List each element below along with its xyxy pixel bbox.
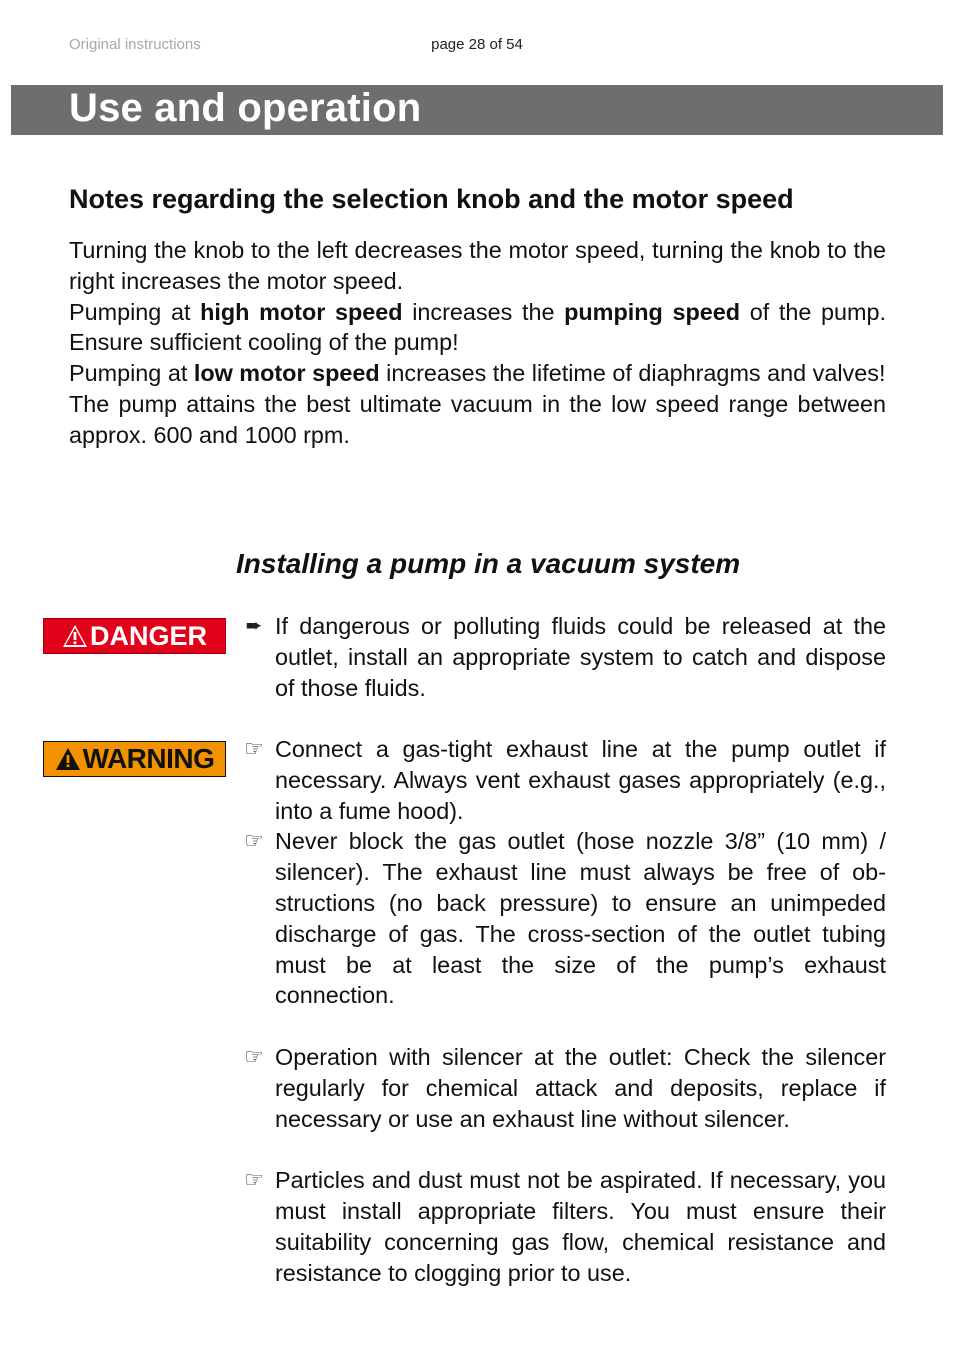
pointing-hand-icon: ☞	[244, 736, 264, 761]
section-heading-installing: Installing a pump in a vacuum system	[236, 548, 741, 579]
warning-label: WARNING	[82, 743, 215, 774]
list-item	[244, 826, 886, 1011]
warning-instruction-list	[244, 734, 886, 1288]
chapter-title: Use and operation	[69, 86, 422, 130]
paragraph-low-speed	[69, 358, 886, 389]
warning-instruction-text: Connect a gas-tight exhaust line at the pump outlet if necessary. Always vent exhaust gases appropriately (e.g., into a fume hood).	[275, 736, 886, 824]
text-run: Pumping at	[69, 360, 194, 387]
paragraph-high-speed	[69, 297, 886, 359]
pointing-hand-icon: ☞	[244, 828, 264, 854]
danger-instruction-text: If dangerous or polluting fluids could be released at the outlet, install an appropriate system to catch and dispose of those fluids.	[275, 613, 886, 701]
pointing-hand-icon: ☞	[244, 1043, 264, 1069]
text-run: increases the lifetime of diaphragms and valves!	[379, 360, 886, 387]
text-run: Pumping at	[69, 298, 201, 325]
paragraph-ultimate-vacuum: The pump attains the best ultimate vacuum in the low speed range between approx. 600 and 1000 rpm.	[69, 390, 886, 448]
bold-pumping-speed: pumping speed	[564, 298, 741, 325]
warning-badge	[43, 741, 226, 777]
section-body-knob	[69, 235, 886, 451]
section-heading-knob: Notes regarding the selection knob and the motor speed	[69, 184, 794, 214]
danger-triangle-icon	[62, 624, 88, 648]
warning-instruction-text: Particles and dust must not be aspirated. If necessary, you must install appropriate filters. You must ensure their suitability concerning gas flow, chemical resistance and resistance to clogging prior to use.	[275, 1167, 886, 1286]
header-document-label: Original instructions	[69, 36, 201, 53]
paragraph-knob-direction: Turning the knob to the left decreases the motor speed, turning the knob to the right increases the motor speed.	[69, 237, 886, 294]
bold-high-motor-speed: high motor speed	[200, 298, 403, 325]
danger-badge	[43, 618, 226, 654]
arrow-bullet-icon: ➨	[245, 615, 263, 637]
text-run: increases the	[402, 298, 565, 325]
warning-instruction-text: Never block the gas outlet (hose nozzle 3/8” (10 mm) / silencer). The exhaust line must always be free of obstructions (no back pressure) to ensure an unimpeded discharge of gas. The cross-section of the outlet tubing must be at least the size of the pump’s exhaust connection.	[275, 828, 886, 1009]
chapter-title-bar	[11, 85, 943, 135]
danger-instruction-list	[245, 611, 886, 703]
text-run: of the pump. Ensure sufficient cooling of the pump!	[69, 298, 886, 356]
warning-instruction-text: Operation with silencer at the outlet: Check the silencer regularly for chemical attack and deposits, replace if necessary or use an exhaust line without silencer.	[275, 1043, 886, 1132]
list-item	[244, 1042, 886, 1134]
pointing-hand-icon: ☞	[244, 1167, 264, 1193]
list-item	[244, 734, 886, 826]
danger-label: DANGER	[89, 620, 207, 651]
warning-triangle-icon	[55, 747, 81, 771]
list-item	[244, 1165, 886, 1288]
list-item	[245, 611, 886, 703]
header-page-number: page 28 of 54	[431, 36, 523, 53]
bold-low-motor-speed: low motor speed	[193, 360, 380, 387]
